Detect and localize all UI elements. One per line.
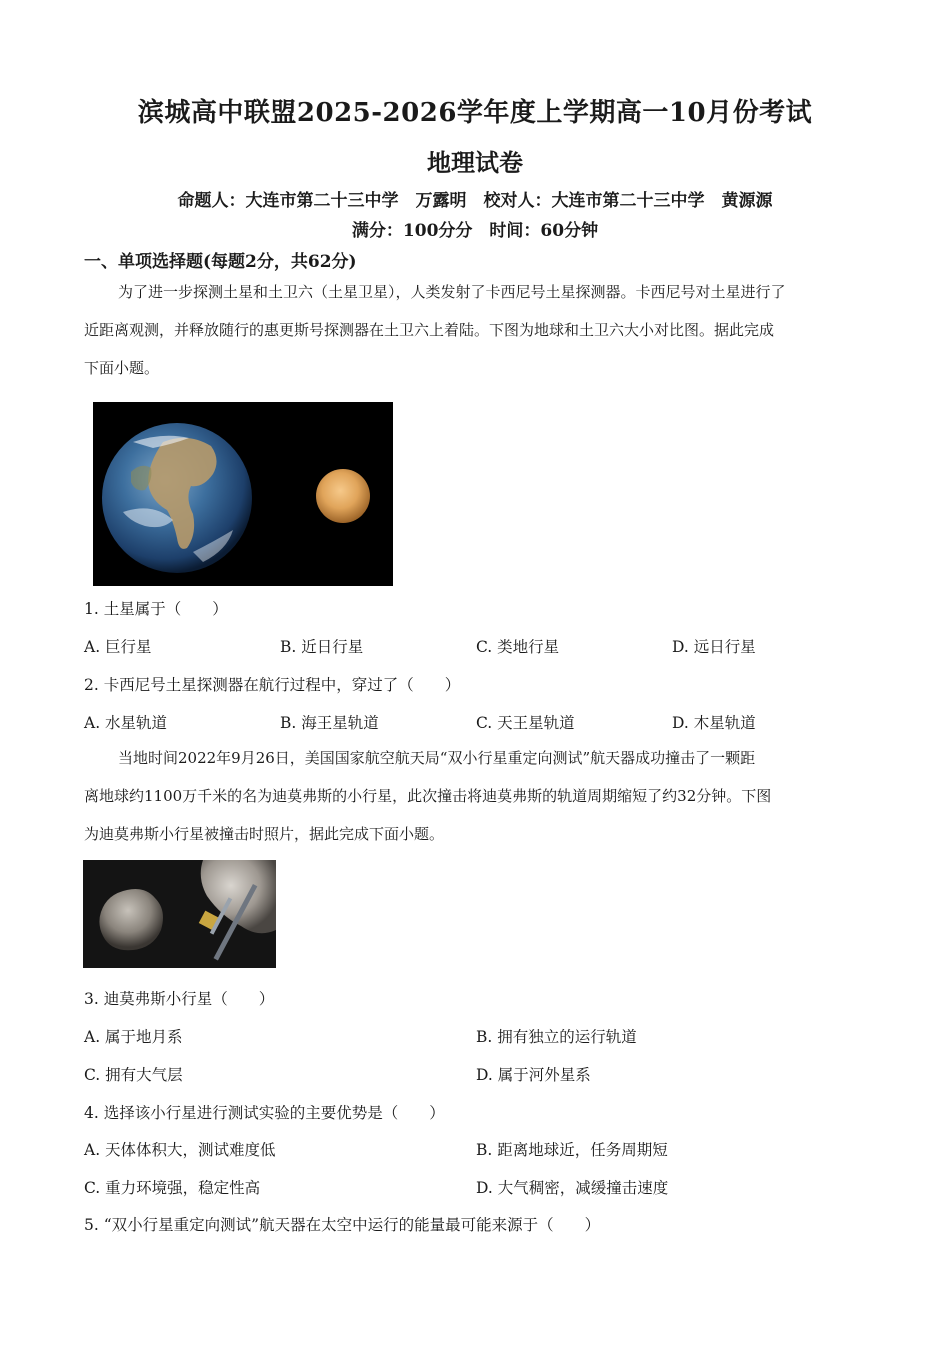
question-4-stem: 4. 选择该小行星进行测试实验的主要优势是（ ） (84, 1104, 445, 1122)
question-1-option-c[interactable]: C. 类地行星 (476, 638, 560, 656)
exam-title: 滨城高中联盟2025-2026学年度上学期高一10月份考试 (137, 98, 813, 128)
question-2-option-c[interactable]: C. 天王星轨道 (476, 714, 575, 732)
question-2-option-d[interactable]: D. 木星轨道 (672, 714, 756, 732)
question-1-option-d[interactable]: D. 远日行星 (672, 638, 756, 656)
passage-2-line-2: 离地球约1100万千米的名为迪莫弗斯的小行星，此次撞击将迪莫弗斯的轨道周期缩短了约32分钟。下图 (84, 787, 772, 805)
question-4-option-d[interactable]: D. 大气稠密，减缓撞击速度 (476, 1179, 669, 1197)
question-4-option-b[interactable]: B. 距离地球近，任务周期短 (476, 1141, 668, 1159)
passage-1-line-2: 近距离观测，并释放随行的惠更斯号探测器在土卫六上着陆。下图为地球和土卫六大小对比图。据此完成 (84, 321, 775, 339)
question-2-stem: 2. 卡西尼号土星探测器在航行过程中，穿过了（ ） (84, 676, 461, 694)
question-3-option-c[interactable]: C. 拥有大气层 (84, 1066, 183, 1084)
question-3-option-d[interactable]: D. 属于河外星系 (476, 1066, 591, 1084)
exam-subtitle: 地理试卷 (427, 148, 523, 177)
passage-1-line-3: 下面小题。 (84, 359, 160, 377)
earth-globe (102, 423, 252, 573)
passage-2 (84, 739, 874, 853)
question-3-option-a[interactable]: A. 属于地月系 (84, 1028, 183, 1046)
passage-2-line-1: 当地时间2022年9月26日，美国国家航空航天局“双小行星重定向测试”航天器成功撞击了一颗距 (118, 749, 756, 767)
asteroid-image (83, 860, 276, 968)
question-2-option-b[interactable]: B. 海王星轨道 (280, 714, 379, 732)
exam-authors: 命题人：大连市第二十三中学 万露明 校对人：大连市第二十三中学 黄源源 (177, 191, 773, 211)
passage-2-line-3: 为迪莫弗斯小行星被撞击时照片，据此完成下面小题。 (84, 825, 445, 843)
exam-score-time: 满分：100分分 时间：60分钟 (351, 221, 599, 241)
passage-1-line-1: 为了进一步探测土星和土卫六（土星卫星），人类发射了卡西尼号土星探测器。卡西尼号对土星进行了 (118, 283, 786, 301)
dimorphos-rock (99, 889, 163, 950)
section-heading: 一、单项选择题(每题2分，共62分) (84, 252, 357, 272)
question-2-option-a[interactable]: A. 水星轨道 (84, 714, 168, 732)
titan-moon (316, 469, 370, 523)
question-4-option-c[interactable]: C. 重力环境强，稳定性高 (84, 1179, 261, 1197)
question-3-option-b[interactable]: B. 拥有独立的运行轨道 (476, 1028, 637, 1046)
question-1-option-b[interactable]: B. 近日行星 (280, 638, 364, 656)
passage-1 (84, 273, 874, 387)
question-3-stem: 3. 迪莫弗斯小行星（ ） (84, 990, 275, 1008)
question-4-option-a[interactable]: A. 天体体积大，测试难度低 (84, 1141, 276, 1159)
question-5-stem: 5. “双小行星重定向测试”航天器在太空中运行的能量最可能来源于（ ） (84, 1216, 601, 1234)
question-1-stem: 1. 土星属于（ ） (84, 600, 228, 618)
earth-titan-image (93, 402, 393, 586)
question-1-option-a[interactable]: A. 巨行星 (84, 638, 152, 656)
